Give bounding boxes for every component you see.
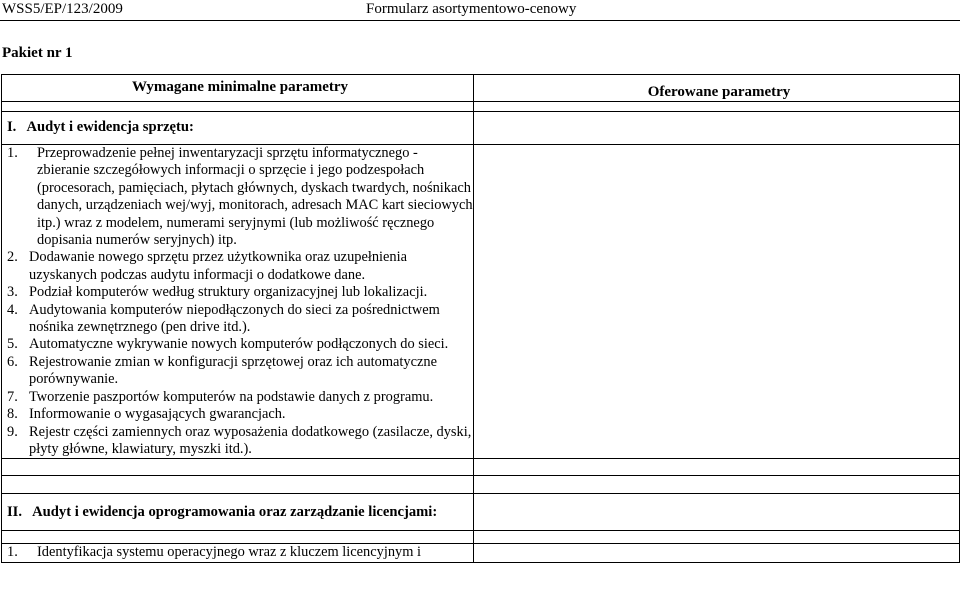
spacer-row xyxy=(2,476,960,494)
list-item: 8. Informowanie o wygasających gwarancjach. xyxy=(7,406,286,423)
parameters-table xyxy=(1,74,960,563)
items-row xyxy=(2,145,960,459)
section-1-list xyxy=(2,145,474,459)
section-2-title: II. Audyt i ewidencja oprogramowania oraz zarządzanie licencjami: xyxy=(2,494,474,531)
items-row xyxy=(2,544,960,562)
list-item: 4. Audytowania komputerów niepodłączonych do sieci za pośrednictwem nośnika zewnętrznego (pen drive itd.). xyxy=(7,301,440,336)
list-item: 1. Identyfikacja systemu operacyjnego wraz z kluczem licencyjnym i xyxy=(7,544,421,561)
offer-cell xyxy=(474,544,960,562)
section-row xyxy=(2,112,960,145)
spacer-row xyxy=(2,102,960,112)
column-required-header: Wymagane minimalne parametry xyxy=(2,75,474,102)
column-offered-header: Oferowane parametry xyxy=(474,75,960,102)
offer-cell xyxy=(474,145,960,459)
list-item: 3. Podział komputerów według struktury organizacyjnej lub lokalizacji. xyxy=(7,284,428,301)
list-item: 2. Dodawanie nowego sprzętu przez użytkownika oraz uzupełnienia uzyskanych podczas audytu informacji o dodatkowe dane. xyxy=(7,249,408,283)
header-rule xyxy=(0,20,960,21)
list-item: 9. Rejestr części zamiennych oraz wyposażenia dodatkowego (zasilacze, dyski, płyty główne, klawiatury, myszki itd.). xyxy=(7,423,472,457)
document-number: WSS5/EP/123/2009 xyxy=(2,1,123,17)
list-item: 6. Rejestrowanie zmian w konfiguracji sprzętowej oraz ich automatyczne porównywanie. xyxy=(7,353,437,388)
offer-cell xyxy=(474,494,960,531)
section-row xyxy=(2,494,960,531)
form-title: Formularz asortymentowo-cenowy xyxy=(366,1,577,17)
package-title: Pakiet nr 1 xyxy=(2,45,73,61)
section-1-title: I. Audyt i ewidencja sprzętu: xyxy=(2,112,474,145)
section-2-list xyxy=(2,544,474,562)
offer-cell xyxy=(474,112,960,145)
list-item: 7. Tworzenie paszportów komputerów na podstawie danych z programu. xyxy=(7,388,434,405)
spacer-row xyxy=(2,459,960,476)
list-item: 1. Przeprowadzenie pełnej inwentaryzacji sprzętu informatycznego - zbieranie szczegółowych informacji o sprzęcie i jego podzespołach (procesorach, pamięciach, płytach głównych, dyskach twardych, nośnikach danych, urządzeniach wej/wyj, monitorach, adresach MAC kart sieciowych itp.) wraz z modelem, numerami seryjnymi (lub możliwość ręcznego dopisania numerów seryjnych) itp. xyxy=(7,145,473,249)
spacer-row xyxy=(2,531,960,544)
list-item: 5. Automatyczne wykrywanie nowych komputerów podłączonych do sieci. xyxy=(7,336,449,353)
table-header-row xyxy=(2,75,960,102)
